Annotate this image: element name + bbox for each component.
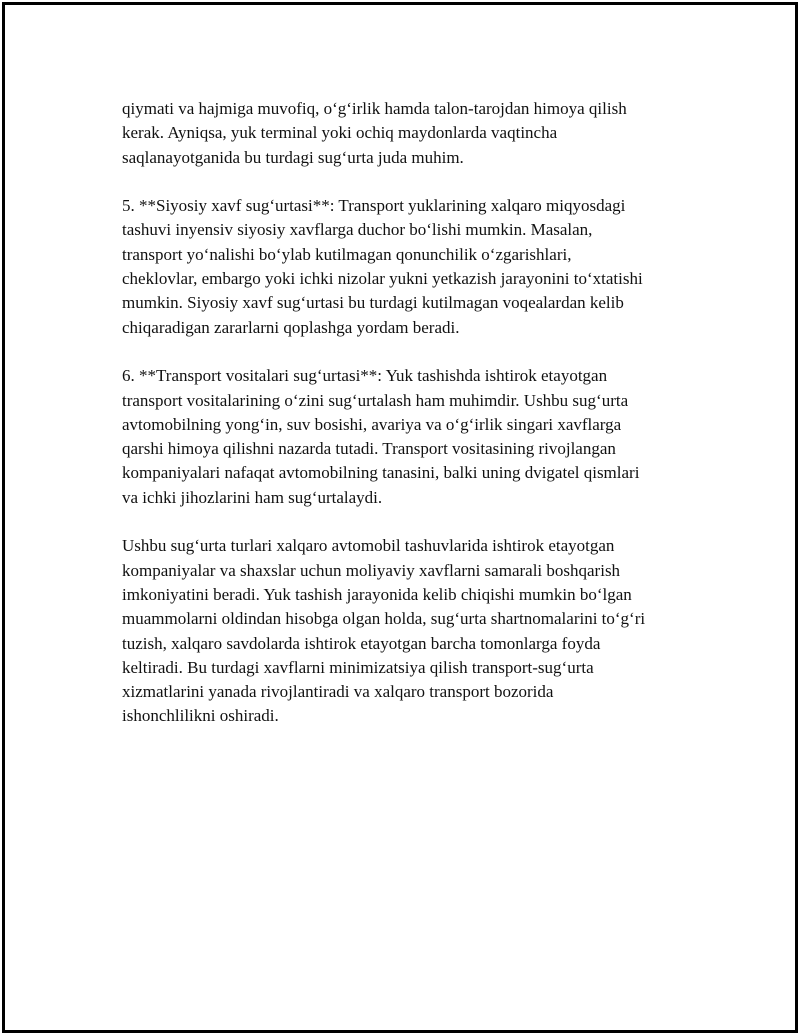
- text-line: saqlanayotganida bu turdagi sug‘urta juda muhim.: [122, 147, 464, 167]
- text-line: chiqaradigan zararlarni qoplashga yordam beradi.: [122, 317, 460, 337]
- text-line: Ushbu sug‘urta turlari xalqaro avtomobil tashuvlarida ishtirok etayotgan: [122, 536, 615, 556]
- paragraph-theft-insurance-continuation: [122, 97, 702, 170]
- text-line: qarshi himoya qilishni nazarda tutadi. Transport vositasining rivojlangan: [122, 439, 616, 459]
- text-line: tuzish, xalqaro savdolarda ishtirok etayotgan barcha tomonlarga foyda: [122, 633, 601, 653]
- text-line: va ichki jihozlarini ham sug‘urtalaydi.: [122, 487, 383, 507]
- document-body: [122, 97, 702, 753]
- text-line: keltiradi. Bu turdagi xavflarni minimizatsiya qilish transport-sug‘urta: [122, 657, 594, 677]
- text-line: cheklovlar, embargo yoki ichki nizolar yukni yetkazish jarayonini to‘xtatishi: [122, 269, 643, 289]
- page-frame: [2, 2, 798, 1033]
- text-line: ishonchlilikni oshiradi.: [122, 706, 279, 726]
- text-line: imkoniyatini beradi. Yuk tashish jarayonida kelib chiqishi mumkin bo‘lgan: [122, 584, 632, 604]
- text-line: transport vositalarining o‘zini sug‘urtalash ham muhimdir. Ushbu sug‘urta: [122, 390, 629, 410]
- text-line: transport yo‘nalishi bo‘ylab kutilmagan qonunchilik o‘zgarishlari,: [122, 244, 572, 264]
- paragraph-vehicle-insurance: [122, 364, 702, 510]
- text-line: qiymati va hajmiga muvofiq, o‘g‘irlik hamda talon-tarojdan himoya qilish: [122, 99, 627, 118]
- text-line: kerak. Ayniqsa, yuk terminal yoki ochiq maydonlarda vaqtincha: [122, 123, 558, 143]
- text-line: mumkin. Siyosiy xavf sug‘urtasi bu turdagi kutilmagan voqealardan kelib: [122, 293, 624, 313]
- paragraph-political-risk-insurance: [122, 194, 702, 340]
- text-line: avtomobilning yong‘in, suv bosishi, avariya va o‘g‘irlik singari xavflarga: [122, 414, 622, 434]
- paragraph-conclusion: [122, 534, 702, 728]
- text-line: kompaniyalar va shaxslar uchun moliyaviy xavflarni samarali boshqarish: [122, 560, 621, 580]
- text-line: xizmatlarini yanada rivojlantiradi va xalqaro transport bozorida: [122, 682, 554, 702]
- text-line: muammolarni oldindan hisobga olgan holda, sug‘urta shartnomalarini to‘g‘ri: [122, 609, 646, 629]
- text-line: 6. **Transport vositalari sug‘urtasi**: Yuk tashishda ishtirok etayotgan: [122, 366, 608, 386]
- text-line: tashuvi inyensiv siyosiy xavflarga duchor bo‘lishi mumkin. Masalan,: [122, 220, 593, 240]
- text-line: kompaniyalari nafaqat avtomobilning tanasini, balki uning dvigatel qismlari: [122, 463, 640, 483]
- text-line: 5. **Siyosiy xavf sug‘urtasi**: Transport yuklarining xalqaro miqyosdagi: [122, 196, 626, 216]
